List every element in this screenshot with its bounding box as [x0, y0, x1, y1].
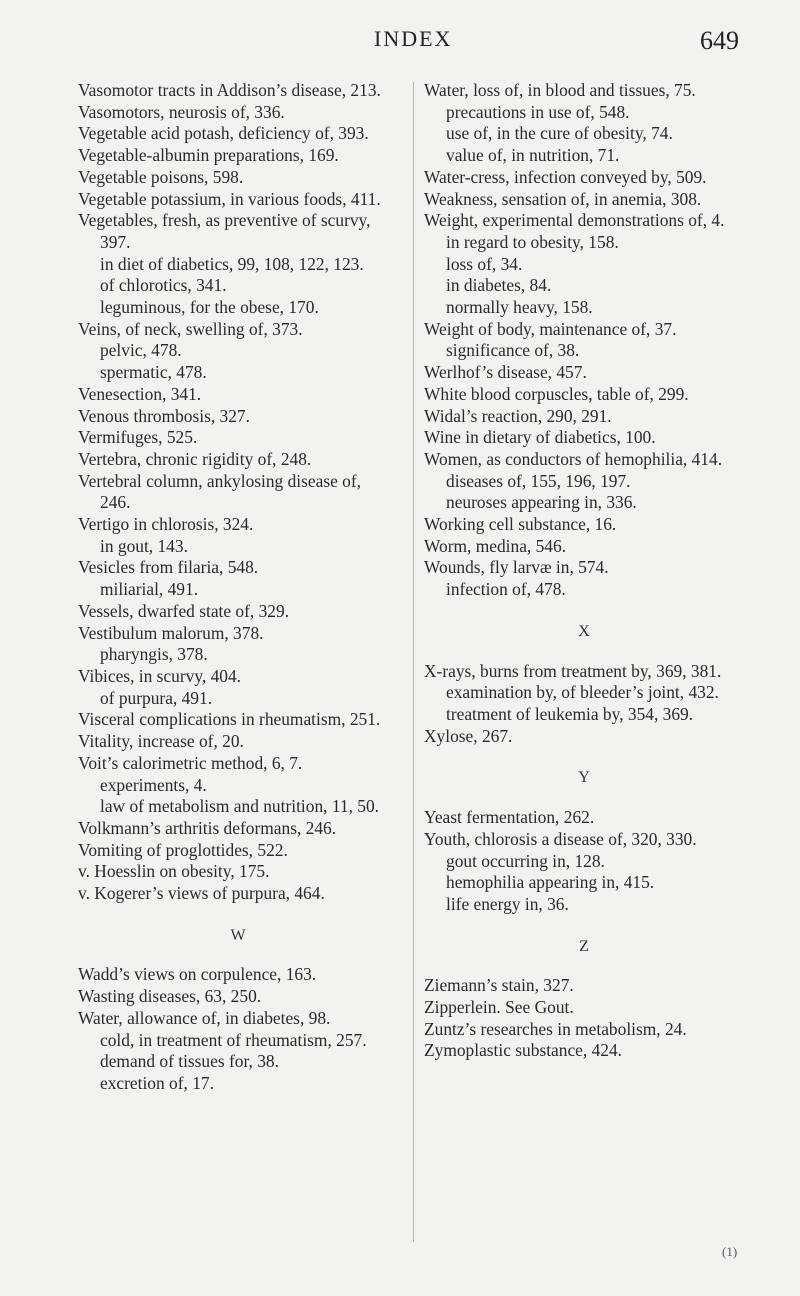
index-entry: Wounds, fly larvæ in, 574.: [424, 557, 609, 578]
index-entry: Vasomotors, neurosis of, 336.: [78, 101, 285, 122]
index-entry: Werlhof’s disease, 457.: [424, 362, 587, 383]
index-subentry: infection of, 478.: [446, 579, 566, 600]
index-entry: Water-cress, infection conveyed by, 509.: [424, 166, 707, 187]
index-entry: Weight of body, maintenance of, 37.: [424, 318, 677, 339]
index-entry: Wadd’s views on corpulence, 163.: [78, 964, 317, 985]
index-entry: Vegetable poisons, 598.: [78, 166, 244, 187]
index-entry: Vomiting of proglottides, 522.: [78, 839, 288, 860]
index-entry: White blood corpuscles, table of, 299.: [424, 383, 689, 404]
index-entry: Vestibulum malorum, 378.: [78, 622, 264, 643]
section-letter-heading: X: [578, 622, 590, 640]
index-subentry: leguminous, for the obese, 170.: [100, 297, 319, 318]
index-entry: X-rays, burns from treatment by, 369, 381.: [424, 660, 722, 681]
index-entry: Youth, chlorosis a disease of, 320, 330.: [424, 828, 697, 849]
section-letter-heading: Z: [579, 937, 589, 955]
index-subentry: significance of, 38.: [446, 340, 580, 361]
index-entry: Voit’s calorimetric method, 6, 7.: [78, 752, 303, 773]
index-subentry: gout occurring in, 128.: [446, 850, 605, 871]
index-entry: v. Hoesslin on obesity, 175.: [78, 861, 270, 882]
index-entry: Vermifuges, 525.: [78, 427, 198, 448]
index-entry: Water, loss of, in blood and tissues, 75.: [424, 80, 696, 100]
index-subentry: life energy in, 36.: [446, 893, 569, 914]
index-entry: v. Kogerer’s views of purpura, 464.: [78, 883, 325, 904]
index-entry: Zuntz’s researches in metabolism, 24.: [424, 1018, 687, 1039]
index-entry: Venous thrombosis, 327.: [78, 405, 250, 426]
page-title: INDEX: [374, 26, 453, 51]
index-column-right: [424, 80, 754, 1062]
index-entry: Wine in dietary of diabetics, 100.: [424, 427, 656, 448]
index-subentry: normally heavy, 158.: [446, 297, 593, 318]
index-subentry: use of, in the cure of obesity, 74.: [446, 123, 673, 144]
index-entry: Women, as conductors of hemophilia, 414.: [424, 448, 723, 469]
index-entry: Vertebra, chronic rigidity of, 248.: [78, 448, 312, 469]
index-entry: Vasomotor tracts in Addison’s disease, 213.: [78, 80, 381, 100]
index-subentry: in diabetes, 84.: [446, 275, 552, 296]
signature-mark: (1): [722, 1244, 738, 1259]
section-letter-heading: W: [230, 926, 246, 944]
index-entry: Water, allowance of, in diabetes, 98.: [78, 1007, 331, 1028]
index-subentry: excretion of, 17.: [100, 1072, 214, 1093]
index-entry: Zymoplastic substance, 424.: [424, 1040, 623, 1061]
index-entry: Ziemann’s stain, 327.: [424, 975, 574, 996]
index-subentry: of chlorotics, 341.: [100, 275, 227, 296]
section-letter-heading: Y: [578, 769, 590, 787]
index-subentry: cold, in treatment of rheumatism, 257.: [100, 1029, 367, 1050]
index-subentry: examination by, of bleeder’s joint, 432.: [446, 682, 719, 703]
index-entry: Working cell substance, 16.: [424, 514, 617, 535]
index-subentry: treatment of leukemia by, 354, 369.: [446, 703, 694, 724]
index-subentry: value of, in nutrition, 71.: [446, 145, 620, 166]
running-head: [0, 26, 800, 66]
index-subentry: hemophilia appearing in, 415.: [446, 872, 655, 893]
index-entry: Vesicles from filaria, 548.: [78, 557, 259, 578]
index-subentry: precautions in use of, 548.: [446, 101, 630, 122]
index-subentry: demand of tissues for, 38.: [100, 1051, 279, 1072]
index-subentry: in regard to obesity, 158.: [446, 231, 619, 252]
index-entry: Volkmann’s arthritis deformans, 246.: [78, 817, 337, 838]
index-subentry: pelvic, 478.: [100, 340, 182, 361]
index-entry: Worm, medina, 546.: [424, 535, 567, 556]
index-entry: Visceral complications in rheumatism, 251.: [78, 709, 381, 730]
index-entry: Vertebral column, ankylosing disease of,: [78, 470, 362, 491]
index-subentry: loss of, 34.: [446, 253, 523, 274]
index-subentry: neuroses appearing in, 336.: [446, 492, 637, 513]
index-subentry: miliarial, 491.: [100, 579, 199, 600]
column-divider: [413, 82, 414, 1242]
index-entry: Yeast fermentation, 262.: [424, 807, 595, 828]
index-subentry: diseases of, 155, 196, 197.: [446, 470, 631, 491]
index-subentry: of purpura, 491.: [100, 687, 213, 708]
index-entry: Weakness, sensation of, in anemia, 308.: [424, 188, 702, 209]
index-entry-continuation: 246.: [100, 492, 131, 513]
index-entry: Venesection, 341.: [78, 383, 202, 404]
index-entry: Vitality, increase of, 20.: [78, 731, 244, 752]
index-subentry: in diet of diabetics, 99, 108, 122, 123.: [100, 253, 364, 274]
index-entry: Widal’s reaction, 290, 291.: [424, 405, 612, 426]
index-subentry: pharyngis, 378.: [100, 644, 208, 665]
index-column-left: [78, 80, 408, 1095]
index-entry: Vegetable-albumin preparations, 169.: [78, 145, 339, 166]
index-entry: Vegetable potassium, in various foods, 411.: [78, 188, 381, 209]
index-subentry: experiments, 4.: [100, 774, 207, 795]
index-entry: Vegetable acid potash, deficiency of, 393.: [78, 123, 369, 144]
index-entry: Veins, of neck, swelling of, 373.: [78, 318, 303, 339]
index-subentry: spermatic, 478.: [100, 362, 207, 383]
index-entry: Zipperlein. See Gout.: [424, 997, 574, 1018]
index-entry: Weight, experimental demonstrations of, 4.: [424, 210, 725, 231]
index-entry: Vertigo in chlorosis, 324.: [78, 514, 254, 535]
index-entry: Wasting diseases, 63, 250.: [78, 986, 262, 1007]
index-entry: Vibices, in scurvy, 404.: [78, 665, 242, 686]
index-subentry: in gout, 143.: [100, 535, 188, 556]
page-number: 649: [700, 26, 739, 55]
index-entry: Xylose, 267.: [424, 725, 513, 746]
index-entry: Vessels, dwarfed state of, 329.: [78, 600, 290, 621]
index-entry-continuation: 397.: [100, 231, 131, 252]
index-entry: Vegetables, fresh, as preventive of scurvy,: [78, 210, 371, 231]
index-subentry: law of metabolism and nutrition, 11, 50.: [100, 796, 380, 817]
